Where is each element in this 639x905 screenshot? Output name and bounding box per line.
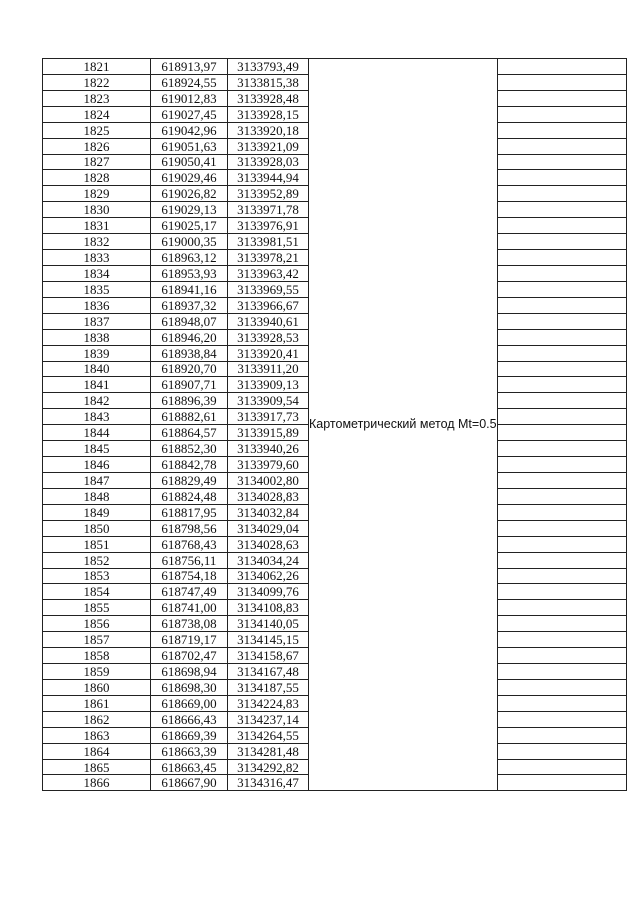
x-coordinate-cell: 618953,93 <box>151 265 228 281</box>
point-number-cell: 1860 <box>43 679 151 695</box>
y-coordinate-cell: 3133909,54 <box>228 393 309 409</box>
x-coordinate-cell: 618663,39 <box>151 743 228 759</box>
empty-cell <box>497 218 626 234</box>
x-coordinate-cell: 619027,45 <box>151 106 228 122</box>
y-coordinate-cell: 3134237,14 <box>228 711 309 727</box>
point-number-cell: 1844 <box>43 425 151 441</box>
empty-cell <box>497 632 626 648</box>
x-coordinate-cell: 618756,11 <box>151 552 228 568</box>
coordinates-table-body <box>43 59 627 791</box>
x-coordinate-cell: 618864,57 <box>151 425 228 441</box>
point-number-cell: 1852 <box>43 552 151 568</box>
y-coordinate-cell: 3133921,09 <box>228 138 309 154</box>
empty-cell <box>497 234 626 250</box>
x-coordinate-cell: 618768,43 <box>151 536 228 552</box>
point-number-cell: 1848 <box>43 488 151 504</box>
empty-cell <box>497 297 626 313</box>
x-coordinate-cell: 619026,82 <box>151 186 228 202</box>
empty-cell <box>497 345 626 361</box>
y-coordinate-cell: 3133928,15 <box>228 106 309 122</box>
empty-cell <box>497 361 626 377</box>
x-coordinate-cell: 619051,63 <box>151 138 228 154</box>
y-coordinate-cell: 3134145,15 <box>228 632 309 648</box>
x-coordinate-cell: 618798,56 <box>151 520 228 536</box>
point-number-cell: 1822 <box>43 74 151 90</box>
y-coordinate-cell: 3134034,24 <box>228 552 309 568</box>
x-coordinate-cell: 618941,16 <box>151 281 228 297</box>
x-coordinate-cell: 618698,94 <box>151 664 228 680</box>
x-coordinate-cell: 618920,70 <box>151 361 228 377</box>
empty-cell <box>497 138 626 154</box>
point-number-cell: 1847 <box>43 472 151 488</box>
point-number-cell: 1832 <box>43 234 151 250</box>
empty-cell <box>497 154 626 170</box>
x-coordinate-cell: 618702,47 <box>151 648 228 664</box>
table-row <box>43 59 627 75</box>
x-coordinate-cell: 618667,90 <box>151 775 228 791</box>
point-number-cell: 1865 <box>43 759 151 775</box>
point-number-cell: 1823 <box>43 90 151 106</box>
empty-cell <box>497 536 626 552</box>
empty-cell <box>497 568 626 584</box>
y-coordinate-cell: 3134032,84 <box>228 504 309 520</box>
x-coordinate-cell: 618698,30 <box>151 679 228 695</box>
y-coordinate-cell: 3133944,94 <box>228 170 309 186</box>
x-coordinate-cell: 619029,13 <box>151 202 228 218</box>
empty-cell <box>497 775 626 791</box>
y-coordinate-cell: 3134062,26 <box>228 568 309 584</box>
x-coordinate-cell: 619029,46 <box>151 170 228 186</box>
x-coordinate-cell: 618663,45 <box>151 759 228 775</box>
point-number-cell: 1833 <box>43 250 151 266</box>
x-coordinate-cell: 619050,41 <box>151 154 228 170</box>
y-coordinate-cell: 3133979,60 <box>228 457 309 473</box>
y-coordinate-cell: 3134108,83 <box>228 600 309 616</box>
point-number-cell: 1861 <box>43 695 151 711</box>
x-coordinate-cell: 619025,17 <box>151 218 228 234</box>
y-coordinate-cell: 3134224,83 <box>228 695 309 711</box>
point-number-cell: 1842 <box>43 393 151 409</box>
point-number-cell: 1856 <box>43 616 151 632</box>
y-coordinate-cell: 3133928,03 <box>228 154 309 170</box>
y-coordinate-cell: 3133917,73 <box>228 409 309 425</box>
point-number-cell: 1859 <box>43 664 151 680</box>
point-number-cell: 1866 <box>43 775 151 791</box>
empty-cell <box>497 281 626 297</box>
point-number-cell: 1843 <box>43 409 151 425</box>
x-coordinate-cell: 618754,18 <box>151 568 228 584</box>
x-coordinate-cell: 618963,12 <box>151 250 228 266</box>
x-coordinate-cell: 618719,17 <box>151 632 228 648</box>
y-coordinate-cell: 3133952,89 <box>228 186 309 202</box>
y-coordinate-cell: 3133978,21 <box>228 250 309 266</box>
empty-cell <box>497 265 626 281</box>
y-coordinate-cell: 3133920,41 <box>228 345 309 361</box>
y-coordinate-cell: 3134099,76 <box>228 584 309 600</box>
empty-cell <box>497 186 626 202</box>
empty-cell <box>497 504 626 520</box>
x-coordinate-cell: 618882,61 <box>151 409 228 425</box>
empty-cell <box>497 74 626 90</box>
y-coordinate-cell: 3133969,55 <box>228 281 309 297</box>
empty-cell <box>497 600 626 616</box>
point-number-cell: 1825 <box>43 122 151 138</box>
y-coordinate-cell: 3133911,20 <box>228 361 309 377</box>
y-coordinate-cell: 3133940,26 <box>228 441 309 457</box>
empty-cell <box>497 90 626 106</box>
x-coordinate-cell: 618937,32 <box>151 297 228 313</box>
x-coordinate-cell: 618913,97 <box>151 59 228 75</box>
point-number-cell: 1855 <box>43 600 151 616</box>
point-number-cell: 1836 <box>43 297 151 313</box>
point-number-cell: 1826 <box>43 138 151 154</box>
y-coordinate-cell: 3133793,49 <box>228 59 309 75</box>
empty-cell <box>497 59 626 75</box>
point-number-cell: 1862 <box>43 711 151 727</box>
y-coordinate-cell: 3134028,83 <box>228 488 309 504</box>
x-coordinate-cell: 618817,95 <box>151 504 228 520</box>
y-coordinate-cell: 3133815,38 <box>228 74 309 90</box>
point-number-cell: 1821 <box>43 59 151 75</box>
y-coordinate-cell: 3133966,67 <box>228 297 309 313</box>
point-number-cell: 1840 <box>43 361 151 377</box>
point-number-cell: 1834 <box>43 265 151 281</box>
empty-cell <box>497 250 626 266</box>
point-number-cell: 1829 <box>43 186 151 202</box>
y-coordinate-cell: 3133928,48 <box>228 90 309 106</box>
empty-cell <box>497 202 626 218</box>
point-number-cell: 1830 <box>43 202 151 218</box>
y-coordinate-cell: 3134029,04 <box>228 520 309 536</box>
empty-cell <box>497 472 626 488</box>
empty-cell <box>497 488 626 504</box>
point-number-cell: 1851 <box>43 536 151 552</box>
x-coordinate-cell: 618948,07 <box>151 313 228 329</box>
point-number-cell: 1841 <box>43 377 151 393</box>
x-coordinate-cell: 618747,49 <box>151 584 228 600</box>
x-coordinate-cell: 619000,35 <box>151 234 228 250</box>
x-coordinate-cell: 618738,08 <box>151 616 228 632</box>
x-coordinate-cell: 618741,00 <box>151 600 228 616</box>
y-coordinate-cell: 3133981,51 <box>228 234 309 250</box>
x-coordinate-cell: 618669,00 <box>151 695 228 711</box>
point-number-cell: 1853 <box>43 568 151 584</box>
method-cell: Картометрический метод Mt=0.5 <box>309 59 498 791</box>
x-coordinate-cell: 618824,48 <box>151 488 228 504</box>
y-coordinate-cell: 3133915,89 <box>228 425 309 441</box>
y-coordinate-cell: 3133940,61 <box>228 313 309 329</box>
y-coordinate-cell: 3133928,53 <box>228 329 309 345</box>
point-number-cell: 1846 <box>43 457 151 473</box>
point-number-cell: 1850 <box>43 520 151 536</box>
empty-cell <box>497 377 626 393</box>
point-number-cell: 1839 <box>43 345 151 361</box>
empty-cell <box>497 409 626 425</box>
point-number-cell: 1835 <box>43 281 151 297</box>
point-number-cell: 1838 <box>43 329 151 345</box>
empty-cell <box>497 425 626 441</box>
point-number-cell: 1831 <box>43 218 151 234</box>
empty-cell <box>497 584 626 600</box>
x-coordinate-cell: 618666,43 <box>151 711 228 727</box>
empty-cell <box>497 122 626 138</box>
empty-cell <box>497 743 626 759</box>
y-coordinate-cell: 3134002,80 <box>228 472 309 488</box>
y-coordinate-cell: 3134264,55 <box>228 727 309 743</box>
empty-cell <box>497 170 626 186</box>
coordinates-table <box>42 58 627 791</box>
y-coordinate-cell: 3133909,13 <box>228 377 309 393</box>
x-coordinate-cell: 618907,71 <box>151 377 228 393</box>
y-coordinate-cell: 3134316,47 <box>228 775 309 791</box>
y-coordinate-cell: 3133971,78 <box>228 202 309 218</box>
x-coordinate-cell: 618669,39 <box>151 727 228 743</box>
point-number-cell: 1864 <box>43 743 151 759</box>
x-coordinate-cell: 618896,39 <box>151 393 228 409</box>
empty-cell <box>497 393 626 409</box>
empty-cell <box>497 711 626 727</box>
x-coordinate-cell: 618946,20 <box>151 329 228 345</box>
empty-cell <box>497 759 626 775</box>
y-coordinate-cell: 3134187,55 <box>228 679 309 695</box>
x-coordinate-cell: 618842,78 <box>151 457 228 473</box>
x-coordinate-cell: 619042,96 <box>151 122 228 138</box>
x-coordinate-cell: 618924,55 <box>151 74 228 90</box>
x-coordinate-cell: 618852,30 <box>151 441 228 457</box>
y-coordinate-cell: 3134028,63 <box>228 536 309 552</box>
empty-cell <box>497 313 626 329</box>
point-number-cell: 1858 <box>43 648 151 664</box>
x-coordinate-cell: 618829,49 <box>151 472 228 488</box>
y-coordinate-cell: 3134167,48 <box>228 664 309 680</box>
y-coordinate-cell: 3133920,18 <box>228 122 309 138</box>
empty-cell <box>497 695 626 711</box>
empty-cell <box>497 457 626 473</box>
y-coordinate-cell: 3134140,05 <box>228 616 309 632</box>
point-number-cell: 1837 <box>43 313 151 329</box>
point-number-cell: 1827 <box>43 154 151 170</box>
x-coordinate-cell: 618938,84 <box>151 345 228 361</box>
x-coordinate-cell: 619012,83 <box>151 90 228 106</box>
empty-cell <box>497 664 626 680</box>
point-number-cell: 1849 <box>43 504 151 520</box>
empty-cell <box>497 520 626 536</box>
y-coordinate-cell: 3134281,48 <box>228 743 309 759</box>
empty-cell <box>497 441 626 457</box>
point-number-cell: 1863 <box>43 727 151 743</box>
empty-cell <box>497 679 626 695</box>
empty-cell <box>497 648 626 664</box>
point-number-cell: 1854 <box>43 584 151 600</box>
y-coordinate-cell: 3133976,91 <box>228 218 309 234</box>
y-coordinate-cell: 3134158,67 <box>228 648 309 664</box>
point-number-cell: 1845 <box>43 441 151 457</box>
empty-cell <box>497 552 626 568</box>
empty-cell <box>497 329 626 345</box>
empty-cell <box>497 106 626 122</box>
point-number-cell: 1857 <box>43 632 151 648</box>
y-coordinate-cell: 3134292,82 <box>228 759 309 775</box>
empty-cell <box>497 616 626 632</box>
point-number-cell: 1824 <box>43 106 151 122</box>
point-number-cell: 1828 <box>43 170 151 186</box>
y-coordinate-cell: 3133963,42 <box>228 265 309 281</box>
empty-cell <box>497 727 626 743</box>
